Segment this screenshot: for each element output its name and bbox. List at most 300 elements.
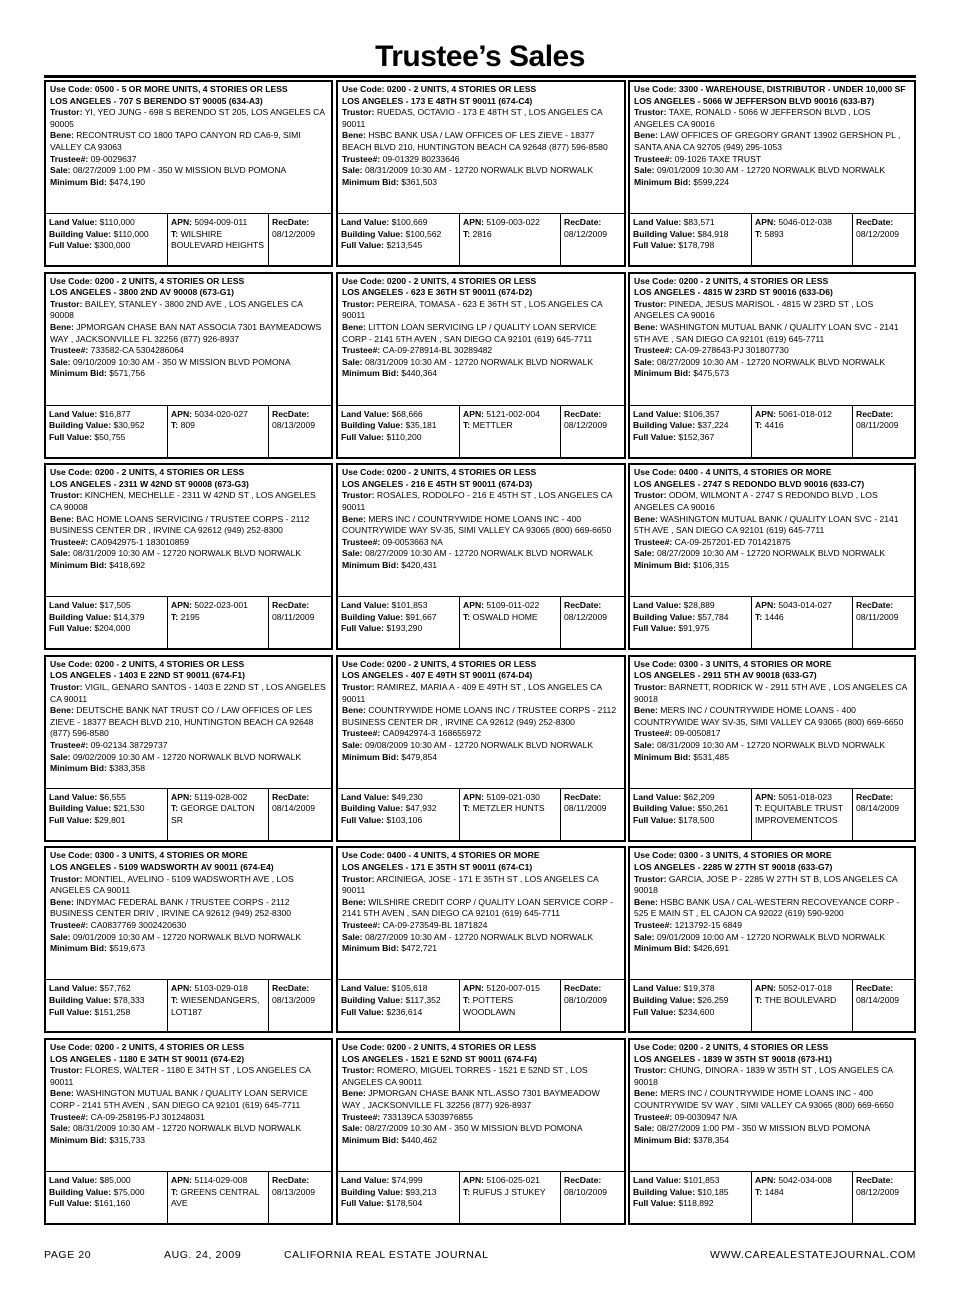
apn-cell xyxy=(752,1172,853,1223)
apn-cell xyxy=(752,214,853,265)
land-value-value: $19,378 xyxy=(683,983,715,994)
listing-card xyxy=(44,846,333,1033)
property-address: LOS ANGELES - 1403 E 22ND ST 90011 (674-F1) xyxy=(50,670,246,681)
trustee-number-label: Trustee#: xyxy=(342,1111,381,1122)
tract-label: T: xyxy=(171,420,179,431)
trustor-value: GARCIA, JOSE P - 2285 W 27TH ST B, LOS ANGELES CA 90018 xyxy=(634,873,898,896)
property-address: LOS ANGELES - 2311 W 42ND ST 90008 (673-G3) xyxy=(50,478,249,489)
building-value-line xyxy=(341,612,456,624)
land-value-value: $101,853 xyxy=(683,1175,720,1185)
tract-label: T: xyxy=(755,228,763,239)
property-address: LOS ANGELES - 1521 E 52ND ST 90011 (674-F4) xyxy=(342,1053,538,1064)
apn-line xyxy=(755,792,849,804)
use-code: Use Code: 0200 - 2 UNITS, 4 STORIES OR LESS xyxy=(342,467,537,478)
minimum-bid-label: Minimum Bid: xyxy=(342,368,399,379)
building-value-line xyxy=(341,803,456,815)
apn-line xyxy=(755,983,849,995)
recdate-value: 08/12/2009 xyxy=(564,420,608,431)
trustee-number-value: 09-0053663 NA xyxy=(382,536,443,547)
page-number: PAGE 20 xyxy=(44,1249,92,1261)
apn-cell xyxy=(752,980,853,1031)
beneficiary-value: DEUTSCHE BANK NAT TRUST CO / LAW OFFICES OF LES ZIEVE - 18377 BEACH BLVD 210, HUNTINGTON BEACH CA 92648 (877) 596-8580 xyxy=(50,705,314,739)
sale-info-line xyxy=(342,932,620,944)
tract-label: T: xyxy=(463,1186,471,1197)
minimum-bid-value: $426,691 xyxy=(693,943,730,954)
trustee-number-value: 1213792-15 6849 xyxy=(674,919,742,930)
value-table xyxy=(338,213,624,265)
minimum-bid-value: $475,573 xyxy=(693,368,730,379)
apn-line xyxy=(755,217,849,229)
land-value-label: Land Value: xyxy=(341,791,390,802)
trustee-number-value: 09-1026 TAXE TRUST xyxy=(674,153,762,164)
apn-line xyxy=(171,409,265,421)
building-value-value: $10,185 xyxy=(697,1186,729,1197)
tract-line xyxy=(463,803,557,815)
recdate-label xyxy=(272,217,328,229)
trustor-line xyxy=(50,682,327,705)
building-value-value: $91,667 xyxy=(405,611,437,622)
full-value-line xyxy=(341,623,456,635)
building-value-value: $100,562 xyxy=(405,228,442,239)
beneficiary-label: Bene: xyxy=(342,1088,366,1099)
use-code: Use Code: 0200 - 2 UNITS, 4 STORIES OR LESS xyxy=(50,275,245,286)
sale-info-label: Sale: xyxy=(342,356,363,367)
listing-details xyxy=(46,82,331,217)
trustor-line xyxy=(634,490,910,513)
sale-info-line xyxy=(50,1123,327,1135)
recdate-label xyxy=(272,792,328,804)
recdate-cell xyxy=(269,406,331,457)
building-value-line xyxy=(341,229,456,241)
trustor-value: MONTIEL, AVELINO - 5109 WADSWORTH AVE , LOS ANGELES CA 90011 xyxy=(50,873,294,896)
tract-label: T: xyxy=(755,611,763,622)
minimum-bid-label: Minimum Bid: xyxy=(50,943,107,954)
full-value-value: $110,200 xyxy=(386,431,422,442)
recdate-label xyxy=(272,983,328,995)
beneficiary-label: Bene: xyxy=(50,513,74,524)
trustee-number-value: 733139CA 5303976855 xyxy=(382,1111,473,1122)
recdate-label-text: RecDate: xyxy=(272,408,310,419)
full-value-value: $151,258 xyxy=(94,1006,131,1017)
recdate-value: 08/13/2009 xyxy=(272,1186,316,1197)
apn-value: 5109-021-030 xyxy=(486,791,540,802)
land-value-label: Land Value: xyxy=(49,217,98,227)
values-cell xyxy=(338,214,460,265)
beneficiary-line xyxy=(342,130,620,153)
trustee-number-line xyxy=(50,154,327,166)
trustee-number-line xyxy=(342,1112,620,1124)
full-value-value: $152,367 xyxy=(678,431,715,442)
trustor-value: KINCHEN, MECHELLE - 2311 W 42ND ST , LOS ANGELES CA 90008 xyxy=(50,490,316,512)
recdate-label-text: RecDate: xyxy=(272,791,310,802)
full-value-label: Full Value: xyxy=(49,431,92,442)
minimum-bid-line xyxy=(50,763,327,775)
sale-info-line xyxy=(342,740,620,752)
land-value-line xyxy=(633,1175,748,1187)
apn-line xyxy=(755,409,849,421)
recdate-label-text: RecDate: xyxy=(272,600,310,611)
land-value-line xyxy=(341,600,456,612)
sale-info-label: Sale: xyxy=(50,356,71,367)
minimum-bid-line xyxy=(50,1135,327,1147)
trustee-number-line xyxy=(50,1112,327,1124)
apn-line xyxy=(171,600,265,612)
trustee-number-line xyxy=(50,740,327,752)
minimum-bid-line xyxy=(342,1135,620,1147)
trustor-value: YI, YEO JUNG - 698 S BERENDO ST 205, LOS ANGELES CA 90005 xyxy=(50,107,325,129)
trustor-line xyxy=(634,107,910,130)
trustor-label: Trustor: xyxy=(634,298,667,309)
sale-info-line xyxy=(634,740,910,752)
beneficiary-label: Bene: xyxy=(342,321,366,332)
apn-label: APN: xyxy=(755,408,777,419)
tract-label: T: xyxy=(171,803,179,814)
apn-value: 5121-002-004 xyxy=(486,408,540,419)
trustee-number-line xyxy=(634,154,910,166)
minimum-bid-value: $440,364 xyxy=(401,368,438,379)
trustee-number-label: Trustee#: xyxy=(50,536,89,547)
sale-info-line xyxy=(342,357,620,369)
listing-details xyxy=(338,274,624,409)
full-value-line xyxy=(341,815,456,827)
apn-value: 5061-018-012 xyxy=(778,408,832,419)
value-table xyxy=(630,979,914,1031)
sale-info-value: 08/27/2009 10:30 AM - 12720 NORWALK BLVD NORWALK xyxy=(656,548,886,559)
apn-label: APN: xyxy=(463,983,485,994)
trustee-number-value: CA0837769 3002420630 xyxy=(90,919,187,930)
full-value-value: $91,975 xyxy=(678,623,710,634)
minimum-bid-label: Minimum Bid: xyxy=(50,1134,107,1145)
values-cell xyxy=(630,1172,752,1223)
listing-details xyxy=(338,848,624,983)
land-value-value: $16,877 xyxy=(99,408,131,419)
land-value-value: $101,853 xyxy=(391,600,428,611)
sale-info-label: Sale: xyxy=(342,931,363,942)
apn-value: 5051-018-023 xyxy=(778,791,832,802)
land-value-label: Land Value: xyxy=(633,600,682,611)
trustee-number-label: Trustee#: xyxy=(50,1111,89,1122)
property-address: LOS ANGELES - 171 E 35TH ST 90011 (674-C1) xyxy=(342,861,533,872)
full-value-value: $50,755 xyxy=(94,431,126,442)
trustor-value: FLORES, WALTER - 1180 E 34TH ST , LOS ANGELES CA 90011 xyxy=(50,1065,311,1087)
tract-value: 5893 xyxy=(764,228,784,239)
apn-line xyxy=(171,983,265,995)
recdate-label-text: RecDate: xyxy=(856,791,894,802)
apn-cell xyxy=(460,406,561,457)
land-value-value: $85,000 xyxy=(99,1175,131,1185)
trustor-line xyxy=(634,682,910,705)
tract-line xyxy=(755,803,849,826)
sale-info-value: 09/01/2009 10:00 AM - 12720 NORWALK BLVD NORWALK xyxy=(656,931,886,942)
full-value-value: $193,290 xyxy=(386,623,423,634)
tract-value: 2195 xyxy=(180,611,200,622)
full-value-value: $178,504 xyxy=(386,1198,423,1209)
listing-card xyxy=(336,463,626,650)
minimum-bid-line xyxy=(342,943,620,955)
full-value-line xyxy=(341,240,456,252)
tract-value: WIESENDANGERS, LOT187 xyxy=(171,994,260,1017)
recdate-label-text: RecDate: xyxy=(856,217,894,227)
trustor-line xyxy=(634,874,910,897)
minimum-bid-label: Minimum Bid: xyxy=(634,368,691,379)
apn-cell xyxy=(460,214,561,265)
building-value-value: $110,000 xyxy=(113,228,149,239)
title-rule xyxy=(44,75,916,78)
recdate-value: 08/13/2009 xyxy=(272,420,316,431)
land-value-label: Land Value: xyxy=(49,600,98,611)
apn-line xyxy=(463,1175,557,1187)
property-address: LOS ANGELES - 623 E 36TH ST 90011 (674-D2) xyxy=(342,287,533,298)
trustee-number-value: 09-0050817 xyxy=(674,728,721,739)
trustor-value: ROMERO, MIGUEL TORRES - 1521 E 52ND ST , LOS ANGELES CA 90011 xyxy=(342,1065,588,1087)
land-value-value: $49,230 xyxy=(391,791,423,802)
tract-label: T: xyxy=(463,994,471,1005)
values-cell xyxy=(630,214,752,265)
land-value-label: Land Value: xyxy=(633,1175,682,1185)
values-cell xyxy=(46,214,168,265)
recdate-label-text: RecDate: xyxy=(856,600,894,611)
trustor-line xyxy=(634,299,910,322)
recdate-cell xyxy=(269,597,331,648)
apn-label: APN: xyxy=(755,217,777,227)
building-value-label: Building Value: xyxy=(633,1186,696,1197)
apn-value: 5109-011-022 xyxy=(486,600,540,611)
apn-label: APN: xyxy=(463,791,485,802)
beneficiary-line xyxy=(50,705,327,740)
trustee-number-value: CA-09-278643-PJ 301807730 xyxy=(674,345,789,356)
recdate-value: 08/12/2009 xyxy=(564,611,608,622)
recdate-cell xyxy=(853,597,914,648)
recdate-cell xyxy=(269,1172,331,1223)
tract-line xyxy=(171,1187,265,1210)
beneficiary-label: Bene: xyxy=(634,513,658,524)
tract-value: 1484 xyxy=(764,1186,784,1197)
listing-details xyxy=(46,274,331,409)
sale-info-line xyxy=(50,752,327,764)
beneficiary-label: Bene: xyxy=(50,1088,74,1099)
value-table xyxy=(46,405,331,457)
recdate-cell xyxy=(853,1172,914,1223)
recdate-label xyxy=(856,409,911,421)
beneficiary-label: Bene: xyxy=(634,896,658,907)
minimum-bid-label: Minimum Bid: xyxy=(50,368,107,379)
beneficiary-line xyxy=(50,1088,327,1111)
value-table xyxy=(630,1171,914,1223)
recdate-label xyxy=(564,792,621,804)
trustee-number-line xyxy=(50,537,327,549)
trustor-line xyxy=(634,1065,910,1088)
beneficiary-value: LITTON LOAN SERVICING LP / QUALITY LOAN SERVICE CORP - 2141 5TH AVEN , SAN DIEGO CA 92101 (619) 645-7711 xyxy=(342,321,597,344)
minimum-bid-label: Minimum Bid: xyxy=(634,559,691,570)
listing-details xyxy=(630,465,914,600)
property-address: LOS ANGELES - 4815 W 23RD ST 90016 (633-D6) xyxy=(634,287,833,298)
trustee-number-line xyxy=(634,728,910,740)
listing-details xyxy=(46,848,331,983)
building-value-value: $14,379 xyxy=(113,611,145,622)
trustee-number-label: Trustee#: xyxy=(50,345,89,356)
recdate-value: 08/13/2009 xyxy=(272,994,316,1005)
trustee-number-line xyxy=(634,537,910,549)
building-value-value: $117,352 xyxy=(405,994,441,1005)
building-value-label: Building Value: xyxy=(341,611,404,622)
values-cell xyxy=(338,1172,460,1223)
recdate-label-text: RecDate: xyxy=(272,1175,310,1185)
tract-line xyxy=(463,612,557,624)
sale-info-line xyxy=(634,357,910,369)
sale-info-label: Sale: xyxy=(634,548,655,559)
building-value-value: $30,952 xyxy=(113,420,145,431)
sale-info-value: 08/31/2009 10:30 AM - 12720 NORWALK BLVD NORWALK xyxy=(364,165,594,176)
recdate-label xyxy=(564,600,621,612)
sale-info-line xyxy=(634,932,910,944)
full-value-label: Full Value: xyxy=(341,240,384,251)
full-value-value: $118,892 xyxy=(678,1198,714,1209)
tract-line xyxy=(171,995,265,1018)
recdate-cell xyxy=(853,406,914,457)
full-value-line xyxy=(49,815,164,827)
land-value-label: Land Value: xyxy=(49,791,98,802)
apn-cell xyxy=(752,789,853,840)
values-cell xyxy=(338,789,460,840)
listing-details xyxy=(46,465,331,600)
apn-label: APN: xyxy=(755,983,777,994)
values-cell xyxy=(338,597,460,648)
footer-url[interactable]: WWW.CAREALESTATEJOURNAL.COM xyxy=(710,1249,916,1261)
recdate-value: 08/14/2009 xyxy=(856,994,900,1005)
apn-cell xyxy=(168,214,269,265)
trustor-value: CHUNG, DINORA - 1839 W 35TH ST , LOS ANGELES CA 90018 xyxy=(634,1065,893,1087)
beneficiary-label: Bene: xyxy=(634,705,658,716)
values-cell xyxy=(46,789,168,840)
building-value-label: Building Value: xyxy=(49,420,112,431)
recdate-label-text: RecDate: xyxy=(564,408,602,419)
recdate-cell xyxy=(853,980,914,1031)
land-value-line xyxy=(49,983,164,995)
recdate-cell xyxy=(269,789,331,840)
minimum-bid-value: $315,733 xyxy=(109,1134,146,1145)
apn-label: APN: xyxy=(171,217,193,227)
land-value-line xyxy=(633,792,748,804)
recdate-value: 08/11/2009 xyxy=(564,803,607,814)
building-value-label: Building Value: xyxy=(633,611,696,622)
full-value-label: Full Value: xyxy=(341,623,384,634)
full-value-label: Full Value: xyxy=(49,623,92,634)
use-code: Use Code: 0200 - 2 UNITS, 4 STORIES OR LESS xyxy=(634,1042,829,1052)
recdate-label-text: RecDate: xyxy=(272,217,310,227)
tract-line xyxy=(755,1187,849,1199)
tract-value: METZLER HUNTS xyxy=(472,803,545,814)
trustee-number-label: Trustee#: xyxy=(50,919,89,930)
beneficiary-line xyxy=(634,705,910,728)
beneficiary-value: WILSHIRE CREDIT CORP / QUALITY LOAN SERVICE CORP - 2141 5TH AVEN , SAN DIEGO CA 92101 (619) 645-7711 xyxy=(342,896,613,919)
beneficiary-value: WASHINGTON MUTUAL BANK / QUALITY LOAN SVC - 2141 5TH AVE , SAN DIEGO CA 92101 (619) 645-7711 xyxy=(634,321,899,344)
minimum-bid-line xyxy=(50,560,327,572)
sale-info-label: Sale: xyxy=(342,739,363,750)
trustee-number-value: 09-0030947 N/A xyxy=(674,1111,738,1122)
recdate-value: 08/12/2009 xyxy=(856,228,900,239)
minimum-bid-label: Minimum Bid: xyxy=(634,176,691,187)
building-value-line xyxy=(49,420,164,432)
listing-card xyxy=(628,1038,916,1225)
beneficiary-label: Bene: xyxy=(342,130,366,141)
apn-cell xyxy=(752,597,853,648)
minimum-bid-value: $378,354 xyxy=(693,1134,730,1145)
listing-card xyxy=(44,655,333,842)
apn-line xyxy=(463,983,557,995)
apn-value: 5052-017-018 xyxy=(778,983,832,994)
beneficiary-value: LAW OFFICES OF GREGORY GRANT 13902 GERSHON PL , SANTA ANA CA 92705 (949) 295-1053 xyxy=(634,130,901,152)
use-code: Use Code: 0200 - 2 UNITS, 4 STORIES OR LESS xyxy=(634,275,829,286)
apn-label: APN: xyxy=(755,1175,777,1185)
full-value-label: Full Value: xyxy=(341,1198,384,1209)
minimum-bid-value: $420,431 xyxy=(401,559,438,570)
trustee-number-label: Trustee#: xyxy=(634,153,673,164)
building-value-value: $78,333 xyxy=(113,994,145,1005)
apn-cell xyxy=(752,406,853,457)
trustee-number-label: Trustee#: xyxy=(342,919,381,930)
beneficiary-value: RECONTRUST CO 1800 TAPO CANYON RD CA6-9, SIMI VALLEY CA 93063 xyxy=(50,130,301,152)
tract-line xyxy=(755,995,849,1007)
apn-line xyxy=(755,1175,849,1187)
trustee-number-value: 09-0029637 xyxy=(90,153,137,164)
tract-value: 1446 xyxy=(764,611,784,622)
value-table xyxy=(46,1171,331,1223)
full-value-value: $236,614 xyxy=(386,1006,423,1017)
full-value-line xyxy=(49,1198,164,1210)
tract-line xyxy=(171,420,265,432)
sale-info-label: Sale: xyxy=(50,751,71,762)
trustor-value: VIGIL, GENARO SANTOS - 1403 E 22ND ST , LOS ANGELES CA 90011 xyxy=(50,681,326,704)
minimum-bid-line xyxy=(634,177,910,189)
land-value-value: $57,762 xyxy=(99,983,131,994)
beneficiary-value: MERS INC / COUNTRYWIDE HOME LOANS - 400 COUNTRYWIDE WAY SV-35, SIMI VALLEY CA 93065 (800) 669-6650 xyxy=(634,705,904,727)
building-value-label: Building Value: xyxy=(633,994,696,1005)
tract-label: T: xyxy=(755,803,763,814)
sale-info-line xyxy=(342,1123,620,1135)
minimum-bid-label: Minimum Bid: xyxy=(50,176,107,187)
apn-label: APN: xyxy=(463,217,485,227)
sale-info-label: Sale: xyxy=(634,931,655,942)
tract-value: GREENS CENTRAL AVE xyxy=(171,1186,260,1209)
recdate-value: 08/11/2009 xyxy=(272,611,315,622)
trustee-number-value: CA-09-278914-BL 30289482 xyxy=(382,345,493,356)
full-value-value: $178,798 xyxy=(678,240,715,251)
tract-value: WILSHIRE BOULEVARD HEIGHTS xyxy=(171,228,264,251)
recdate-cell xyxy=(269,214,331,265)
building-value-line xyxy=(49,995,164,1007)
sale-info-label: Sale: xyxy=(342,548,363,559)
tract-line xyxy=(463,995,557,1018)
value-table xyxy=(338,788,624,840)
apn-value: 5046-012-038 xyxy=(778,217,832,227)
building-value-line xyxy=(633,803,748,815)
building-value-value: $37,224 xyxy=(697,420,729,431)
trustee-number-line xyxy=(342,728,620,740)
beneficiary-label: Bene: xyxy=(50,705,74,716)
trustor-line xyxy=(50,874,327,897)
use-code: Use Code: 0200 - 2 UNITS, 4 STORIES OR LESS xyxy=(50,658,245,669)
recdate-value: 08/11/2009 xyxy=(856,420,899,431)
apn-value: 5042-034-008 xyxy=(778,1175,832,1185)
minimum-bid-line xyxy=(50,943,327,955)
recdate-value: 08/11/2009 xyxy=(856,611,899,622)
minimum-bid-label: Minimum Bid: xyxy=(634,751,691,762)
trustor-value: PEREIRA, TOMASA - 623 E 36TH ST , LOS ANGELES CA 90011 xyxy=(342,298,603,321)
minimum-bid-value: $361,503 xyxy=(401,176,438,187)
full-value-value: $161,160 xyxy=(94,1198,131,1209)
apn-value: 5094-009-011 xyxy=(194,217,248,227)
building-value-label: Building Value: xyxy=(341,228,404,239)
